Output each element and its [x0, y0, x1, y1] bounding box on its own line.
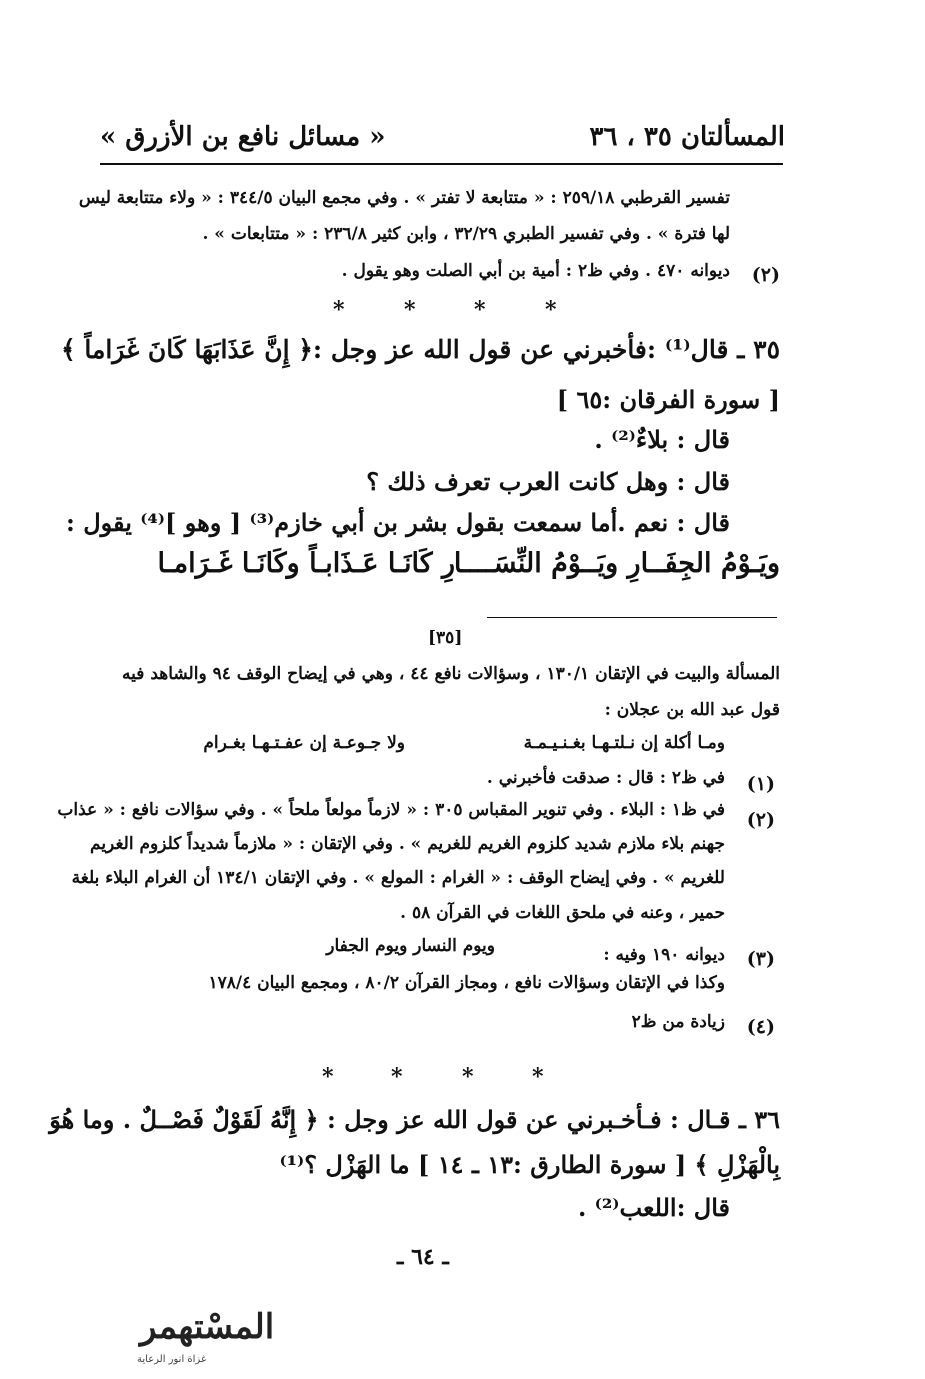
- separator-star: *: [333, 297, 345, 323]
- page-number: ـ ٦٤ ـ: [397, 1244, 449, 1270]
- separator-star: *: [462, 1064, 474, 1090]
- q35-answer-2: قال : نعم .أما سمعت بقول بشر بن أبي خازم⁽³⁾ [ وهو ]⁽⁴⁾ يقول :: [66, 508, 730, 537]
- q35-question-2: قال : وهل كانت العرب تعرف ذلك ؟: [366, 467, 730, 496]
- header-rule: [100, 163, 783, 165]
- footnote-number: (٤): [746, 1016, 775, 1038]
- footnote-2-line-1: في ظ١ : البلاء . وفي تنوير المقباس ٣٠٥ : « لازماً مولعاً ملحاً » . وفي سؤالات نافع : « عذاب: [57, 800, 725, 820]
- separator-star: *: [545, 297, 557, 323]
- q35-answer-1: قال : بلاءٌ⁽²⁾ .: [594, 425, 730, 454]
- footnote-intro-1: المسألة والبيت في الإتقان ١٣٠/١ ، وسؤالات نافع ٤٤ ، وهي في إيضاح الوقف ٩٤ والشاهد فيه: [122, 664, 780, 684]
- footnote-3-text: ديوانه ١٩٠ وفيه :: [603, 945, 725, 965]
- footnote-2-line-3: للغريم » . وفي إيضاح الوقف : « الغرام : المولع » . وفي الإتقان ١٣٤/١ أن الغرام البلاء بلغة: [71, 868, 725, 888]
- footnote-4-text: زيادة من ظ٢: [631, 1012, 725, 1032]
- verse-hemistich-left: رِ كَانَـا عَـذَابـاً وكَانَـا غَـرَامـا: [157, 548, 455, 579]
- separator-star: *: [391, 1064, 403, 1090]
- book-title: « مسائل نافع بن الأزرق »: [100, 122, 386, 152]
- q35-surah-ref: [ سورة الفرقان :٦٥ ]: [556, 385, 780, 414]
- q36-answer: قال :اللعب⁽²⁾ .: [577, 1193, 730, 1222]
- footnote-number: (٢): [751, 264, 780, 286]
- calligraphy-logo-icon: [12, 1290, 275, 1370]
- footnote-rule: [487, 617, 777, 618]
- watermark-main-text: المسْتهمر: [140, 1307, 275, 1347]
- verse-hemistich-right: ويَـوْمُ الجِفَــارِ ويَــوْمُ النِّسَــــا: [453, 548, 780, 579]
- q36-line-1: ٣٦ ـ قـال : فـأخـبرني عن قول الله عز وجل : ﴿ إِنَّهُ لَقَوْلٌ فَصْــلٌ . وما هُوَ: [49, 1105, 780, 1134]
- footnote-2-line-4: حمير ، وعنه في ملحق اللغات في القرآن ٥٨ .: [400, 903, 725, 923]
- section-title: المسألتان ٣٥ ، ٣٦: [589, 122, 785, 152]
- footnote-3-verse: ويوم النسار ويوم الجفار: [326, 936, 495, 956]
- footnote-number: (١): [746, 773, 775, 795]
- separator-star: *: [532, 1064, 544, 1090]
- footnote-3-line-2: وكذا في الإتقان وسؤالات نافع ، ومجاز القرآن ٨٠/٢ ، ومجمع البيان ١٧٨/٤: [208, 973, 725, 993]
- separator-star: *: [404, 297, 416, 323]
- top-note-line-2: لها فترة » . وفي تفسير الطبري ٣٢/٢٩ ، وابن كثير ٢٣٦/٨ : « متتابعات » .: [202, 224, 730, 244]
- separator-star: *: [474, 297, 486, 323]
- footnote-1-text: في ظ٢ : قال : صدقت فأخبرني .: [486, 768, 725, 788]
- footnote-number: (٣): [746, 948, 775, 970]
- footnote-section-label: [٣٥]: [428, 628, 463, 648]
- footnote-verse-right: ومـا أكلة إن نـلتـهـا بغـنـيـمـة: [523, 733, 725, 753]
- watermark-logo: [12, 1290, 275, 1370]
- top-note-2-text: ديوانه ٤٧٠ . وفي ظ٢ : أمية بن أبي الصلت وهو يقول .: [341, 261, 730, 281]
- footnote-2-line-2: جهنم بلاء ملازم شديد كلزوم الغريم للغريم » . وفي الإتقان : « ملازماً شديداً كلزوم الغريم: [90, 834, 725, 854]
- footnote-number: (٢): [746, 809, 775, 831]
- footnote-verse-left: ولا جـوعـة إن عفـتـهـا بغـرام: [203, 733, 405, 753]
- watermark-sub-text: غزاة انور الرعاية: [137, 1354, 207, 1365]
- footnote-intro-2: قول عبد الله بن عجلان :: [604, 700, 780, 720]
- top-note-line-1: تفسير القرطبي ٢٥٩/١٨ : « متتابعة لا تفتر » . وفي مجمع البيان ٣٤٤/٥ : « ولاء متتابعة ليس: [78, 188, 730, 208]
- separator-star: *: [322, 1064, 334, 1090]
- q35-line-1: ٣٥ ـ قال⁽¹⁾ :فأخبرني عن قول الله عز وجل :﴿ إِنَّ عَذَابَهَا كَانَ غَرَاماً ﴾: [60, 335, 780, 364]
- q36-line-2: بِالْهَزْلِ ﴾ [ سورة الطارق :١٣ ـ ١٤ ] ما الهَزْل ؟⁽¹⁾: [279, 1150, 780, 1179]
